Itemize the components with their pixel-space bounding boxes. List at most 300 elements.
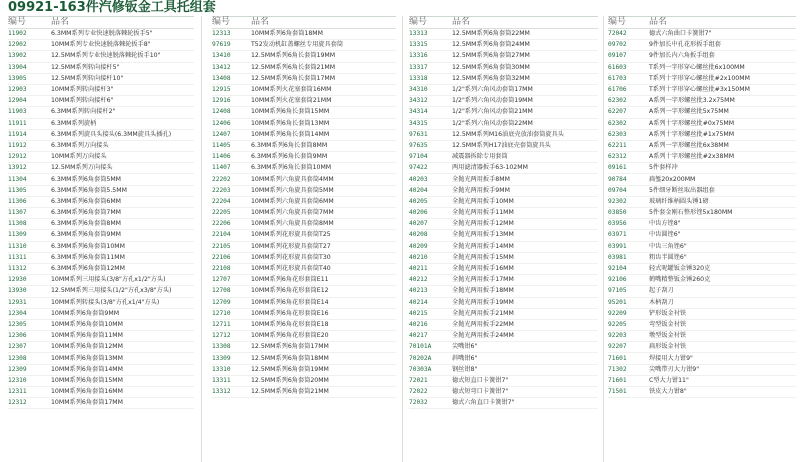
item-name: 12.5MM系列6角套筒27MM xyxy=(452,52,530,60)
table-row xyxy=(212,29,396,40)
item-name: 全抛光两用扳手24MM xyxy=(452,332,514,340)
table-row xyxy=(8,275,194,286)
table-row xyxy=(608,309,796,320)
item-code: 40207 xyxy=(409,220,428,228)
item-code: 71302 xyxy=(608,365,627,373)
item-code: 12931 xyxy=(8,298,27,306)
table-row xyxy=(409,365,598,376)
item-code: 40206 xyxy=(409,209,428,217)
item-code: 03981 xyxy=(608,253,627,261)
item-name: 10MM系列六角旋具套筒4MM xyxy=(251,175,334,183)
item-name: 12.5MM系列专业快速脱落棘轮扳手10" xyxy=(51,52,161,60)
item-code: 12930 xyxy=(8,276,27,284)
table-row xyxy=(608,51,796,62)
item-name: 轻式呢罐钣金锤320克 xyxy=(649,265,711,273)
item-code: 12304 xyxy=(8,309,27,317)
table-row xyxy=(409,264,598,275)
item-code: 70303A xyxy=(409,365,432,373)
item-name: 10MM系列专业快速脱落棘轮扳手8" xyxy=(51,41,151,49)
item-name: 尖嘴钳6" xyxy=(452,343,478,351)
page-title: 09921-163件汽修钣金工具托组套 xyxy=(8,0,216,15)
table-row xyxy=(608,365,796,376)
table-row xyxy=(212,353,396,364)
item-name: 10MM系列6角套筒13MM xyxy=(51,354,123,362)
item-code: 92203 xyxy=(608,332,627,340)
item-name: 10MM系列6角长套筒15MM xyxy=(251,108,330,116)
item-name: T系列十字形穿心螺丝批#3x150MM xyxy=(649,86,750,94)
item-code: 12311 xyxy=(8,388,27,396)
table-row xyxy=(608,230,796,241)
item-code: 13316 xyxy=(409,52,428,60)
item-name: 10MM系列6角花形套筒E12 xyxy=(251,287,329,295)
item-code: 12306 xyxy=(8,332,27,340)
table-row xyxy=(409,96,598,107)
table-row xyxy=(212,253,396,264)
item-code: 12310 xyxy=(8,376,27,384)
item-code: 34312 xyxy=(409,97,428,105)
item-code: 71501 xyxy=(608,388,627,396)
table-row xyxy=(608,96,796,107)
table-row xyxy=(212,376,396,387)
item-code: 12712 xyxy=(212,332,231,340)
table-row xyxy=(409,376,598,387)
item-code: 11407 xyxy=(212,164,231,172)
item-name: 德式六角曲口卡簧钳7" xyxy=(649,30,712,38)
item-code: 97631 xyxy=(409,130,428,138)
table-row xyxy=(608,242,796,253)
item-name: 全抛光两用扳手11MM xyxy=(452,209,514,217)
table-row xyxy=(608,85,796,96)
item-name: 12.5MM系列转向接杆5" xyxy=(51,63,120,71)
item-name: 全抛光两用扳手18MM xyxy=(452,287,514,295)
item-code: 92207 xyxy=(608,343,627,351)
item-name: 全抛光两用扳手10MM xyxy=(452,197,514,205)
table-row xyxy=(608,63,796,74)
item-code: 12707 xyxy=(212,276,231,284)
item-name: 10MM系列6角套筒11MM xyxy=(51,332,123,340)
item-code: 13313 xyxy=(409,30,428,38)
item-name: 扁形钣金衬铁 xyxy=(649,343,687,351)
table-row xyxy=(8,342,194,353)
item-name: 1/2"系列六角风动套筒22MM xyxy=(452,119,533,127)
item-code: 13310 xyxy=(212,365,231,373)
item-name: 6.3MM系列6角套筒6MM xyxy=(51,197,122,205)
table-row xyxy=(608,320,796,331)
item-name: 10MM系列万向接头 xyxy=(51,153,107,161)
item-code: 22206 xyxy=(212,220,231,228)
item-name: 10MM系列转接头(3/8"方孔x1/4"方头) xyxy=(51,298,160,306)
item-name: 6.3MM系列6角长套筒10MM xyxy=(251,164,332,172)
item-name: 6.3MM系列6角套筒7MM xyxy=(51,209,122,217)
item-code: 40203 xyxy=(409,175,428,183)
item-name: 12.5MM系列万向接头 xyxy=(51,164,113,172)
item-code: 34315 xyxy=(409,119,428,127)
item-code: 62211 xyxy=(608,141,627,149)
table-row xyxy=(8,219,194,230)
table-row xyxy=(409,63,598,74)
item-code: 11304 xyxy=(8,175,27,183)
table-row xyxy=(409,286,598,297)
item-code: 61603 xyxy=(608,63,627,71)
table-row xyxy=(212,40,396,51)
table-row xyxy=(409,208,598,219)
item-code: 13412 xyxy=(212,63,231,71)
table-row xyxy=(8,40,194,51)
table-row xyxy=(608,264,796,275)
item-name: 10MM系列6角套筒18MM xyxy=(251,30,323,38)
item-name: 10MM系列6角套筒14MM xyxy=(51,365,123,373)
item-code: 22205 xyxy=(212,209,231,217)
item-code: 03850 xyxy=(608,209,627,217)
table-row xyxy=(409,85,598,96)
item-name: 5件细牙断丝取出器组套 xyxy=(649,186,715,194)
table-row xyxy=(409,29,598,40)
item-name: T系列一字形穿心螺丝批6x100MM xyxy=(649,63,745,71)
item-name: 6.3MM系列万向接头 xyxy=(51,141,109,149)
item-code: 72042 xyxy=(608,30,627,38)
item-code: 34310 xyxy=(409,86,428,94)
table-row xyxy=(212,342,396,353)
item-code: 40213 xyxy=(409,287,428,295)
table-row xyxy=(409,74,598,85)
item-code: 40217 xyxy=(409,332,428,340)
table-row xyxy=(608,331,796,342)
item-name: 6.3MM系列6角套筒5.5MM xyxy=(51,186,127,194)
table-row xyxy=(409,186,598,197)
table-row xyxy=(212,186,396,197)
item-name: 12.5MM系列6角套筒17MM xyxy=(251,343,329,351)
item-name: 12.5MM系列6角套筒22MM xyxy=(452,30,530,38)
item-code: 11912 xyxy=(8,141,27,149)
item-code: 12313 xyxy=(212,30,231,38)
item-name: 10MM系列花形旋具套筒T25 xyxy=(251,231,331,239)
item-name: A系列一字形螺丝批5x75MM xyxy=(649,108,729,116)
item-code: 34314 xyxy=(409,108,428,116)
table-row xyxy=(212,107,396,118)
table-row xyxy=(409,107,598,118)
item-name: 9件加长内六角扳手组套 xyxy=(649,52,715,60)
item-code: 11902 xyxy=(8,30,27,38)
item-code: 12408 xyxy=(212,108,231,116)
table-row xyxy=(212,286,396,297)
item-name: 12.5MM系列6角套筒18MM xyxy=(251,354,329,362)
table-row xyxy=(212,331,396,342)
item-code: 22106 xyxy=(212,253,231,261)
item-code: 13315 xyxy=(409,41,428,49)
item-name: 12.5MM系列M16油底壳放油套筒旋具头 xyxy=(452,130,564,138)
item-name: 10MM系列6角花形套筒E20 xyxy=(251,332,329,340)
table-row xyxy=(8,74,194,85)
table-row xyxy=(8,242,194,253)
item-name: 6.3MM系列6角套筒5MM xyxy=(51,175,122,183)
table-row xyxy=(409,141,598,152)
item-code: 11306 xyxy=(8,197,27,205)
item-name: 6.3MM系列旋具头接头(6.3MM旋具头插孔) xyxy=(51,130,172,138)
header-code: 编号 xyxy=(608,17,627,27)
item-code: 12708 xyxy=(212,287,231,295)
item-code: 97422 xyxy=(409,164,428,172)
item-name: 10MM系列转向接杆3" xyxy=(51,86,114,94)
item-code: 61706 xyxy=(608,86,627,94)
item-code: 97635 xyxy=(409,141,428,149)
item-code: 11307 xyxy=(8,209,27,217)
column-divider xyxy=(603,16,604,462)
item-code: 62302 xyxy=(608,119,627,127)
item-name: 5件套金刚石整形锉5x180MM xyxy=(649,209,733,217)
item-name: 9件加长中孔花形扳手组套 xyxy=(649,41,721,49)
item-name: 木柄刮刀 xyxy=(649,298,674,306)
item-name: 弯型钣金衬铁 xyxy=(649,320,687,328)
table-row xyxy=(409,197,598,208)
table-header xyxy=(409,17,598,29)
table-row xyxy=(212,298,396,309)
table-row xyxy=(608,275,796,286)
table-row xyxy=(212,275,396,286)
table-row xyxy=(8,186,194,197)
table-row xyxy=(212,230,396,241)
item-code: 09161 xyxy=(608,164,627,172)
table-row xyxy=(608,74,796,85)
item-name: 扁錾20x200MM xyxy=(649,175,696,183)
item-name: 德式短弯口卡簧钳7" xyxy=(452,388,509,396)
table-row xyxy=(8,174,194,185)
item-name: 钢丝钳8" xyxy=(452,365,478,373)
table-row xyxy=(409,51,598,62)
item-name: 6.3MM系列专业快速脱落棘轮扳手5" xyxy=(51,30,153,38)
item-code: 12305 xyxy=(8,320,27,328)
item-name: 10MM系列6角套筒10MM xyxy=(51,320,123,328)
table-row xyxy=(8,85,194,96)
item-code: 13308 xyxy=(212,343,231,351)
item-name: A系列一字形螺丝批3.2x75MM xyxy=(649,97,735,105)
item-name: 10MM系列6角长套筒14MM xyxy=(251,130,330,138)
table-row xyxy=(212,219,396,230)
item-code: 12307 xyxy=(8,343,27,351)
table-row xyxy=(608,353,796,364)
item-code: 92205 xyxy=(608,320,627,328)
table-row xyxy=(8,353,194,364)
item-code: 11311 xyxy=(8,253,27,261)
item-code: 12902 xyxy=(8,41,27,49)
item-code: 12709 xyxy=(212,298,231,306)
table-row xyxy=(212,96,396,107)
item-name: 焊接用大力钳9" xyxy=(649,354,693,362)
item-code: 13902 xyxy=(8,52,27,60)
table-row xyxy=(212,242,396,253)
item-name: A系列一字形螺丝批6x38MM xyxy=(649,141,729,149)
item-code: 03956 xyxy=(608,220,627,228)
table-row xyxy=(409,320,598,331)
item-name: 6.3MM系列6角套筒12MM xyxy=(51,265,125,273)
item-code: 62302 xyxy=(608,97,627,105)
item-name: 6.3MM系列6角套筒8MM xyxy=(51,220,122,228)
table-row xyxy=(8,152,194,163)
table-row xyxy=(608,286,796,297)
item-code: 12309 xyxy=(8,365,27,373)
table-row xyxy=(8,51,194,62)
table-row xyxy=(608,141,796,152)
table-row xyxy=(212,141,396,152)
item-name: 6.3MM系列6角套筒9MM xyxy=(51,231,122,239)
item-name: 12.5MM系列转向接杆10" xyxy=(51,74,124,82)
item-name: 中齿三角锉6" xyxy=(649,242,687,250)
item-code: 22104 xyxy=(212,231,231,239)
item-code: 62207 xyxy=(608,108,627,116)
table-col-2 xyxy=(212,16,396,398)
table-row xyxy=(608,376,796,387)
item-name: T52发动机缸盖螺丝专用旋具套筒 xyxy=(251,41,344,49)
item-name: 全抛光两用扳手21MM xyxy=(452,309,514,317)
item-code: 12711 xyxy=(212,320,231,328)
header-name: 品名 xyxy=(51,17,70,27)
item-code: 12308 xyxy=(8,354,27,362)
item-code: 92104 xyxy=(608,265,627,273)
item-name: 10MM系列6角长套筒13MM xyxy=(251,119,330,127)
item-code: 13317 xyxy=(409,63,428,71)
table-row xyxy=(409,119,598,130)
item-name: 10MM系列6角花形套筒E18 xyxy=(251,320,329,328)
item-code: 40208 xyxy=(409,231,428,239)
item-code: 12312 xyxy=(8,399,27,407)
item-code: 92302 xyxy=(608,197,627,205)
table-row xyxy=(212,387,396,398)
item-code: 11308 xyxy=(8,220,27,228)
item-code: 40211 xyxy=(409,265,428,273)
table-row xyxy=(8,130,194,141)
item-code: 40212 xyxy=(409,276,428,284)
table-row xyxy=(8,398,194,409)
item-code: 11914 xyxy=(8,130,27,138)
item-code: 40215 xyxy=(409,309,428,317)
item-code: 40216 xyxy=(409,320,428,328)
table-row xyxy=(8,331,194,342)
item-name: 6.3MM系列6角长套筒8MM xyxy=(251,141,328,149)
item-code: 90784 xyxy=(608,175,627,183)
item-name: 10MM系列六角旋具套筒7MM xyxy=(251,209,334,217)
table-header xyxy=(8,17,194,29)
item-code: 12903 xyxy=(8,86,27,94)
item-name: T系列十字形穿心螺丝批#2x100MM xyxy=(649,74,750,82)
table-col-4 xyxy=(608,16,796,398)
item-code: 13904 xyxy=(8,63,27,71)
item-name: 10MM系列六角旋具套筒5MM xyxy=(251,186,334,194)
table-row xyxy=(212,51,396,62)
item-name: 10MM系列6角花形套筒E14 xyxy=(251,298,329,306)
table-row xyxy=(608,107,796,118)
table-row xyxy=(409,331,598,342)
item-code: 62303 xyxy=(608,130,627,138)
item-code: 61703 xyxy=(608,74,627,82)
table-row xyxy=(8,230,194,241)
table-col-1 xyxy=(8,16,194,409)
item-name: 10MM系列6角套筒15MM xyxy=(51,376,123,384)
item-name: 铁皮大力钳8" xyxy=(649,388,687,396)
item-code: 40204 xyxy=(409,186,428,194)
table-row xyxy=(8,264,194,275)
item-code: 22204 xyxy=(212,197,231,205)
item-name: 10MM系列6角套筒17MM xyxy=(51,399,123,407)
item-name: 10MM系列6角套筒16MM xyxy=(51,388,123,396)
table-row xyxy=(608,174,796,185)
table-row xyxy=(608,253,796,264)
item-name: 10MM系列6角花形套筒E11 xyxy=(251,276,329,284)
table-row xyxy=(608,163,796,174)
table-row xyxy=(409,298,598,309)
header-name: 品名 xyxy=(251,17,270,27)
item-code: 13309 xyxy=(212,354,231,362)
table-row xyxy=(8,208,194,219)
table-row xyxy=(608,119,796,130)
item-code: 40214 xyxy=(409,298,428,306)
table-row xyxy=(608,152,796,163)
header-code: 编号 xyxy=(409,17,428,27)
table-row xyxy=(8,320,194,331)
item-code: 92106 xyxy=(608,276,627,284)
item-name: 全抛光两用扳手13MM xyxy=(452,231,514,239)
item-code: 95201 xyxy=(608,298,627,306)
item-name: 10MM系列三用接头(3/8"方孔x1/2"方头) xyxy=(51,276,166,284)
table-row xyxy=(8,286,194,297)
table-row xyxy=(212,63,396,74)
item-name: A系列十字形螺丝批#2x38MM xyxy=(649,153,735,161)
item-name: 粗齿半圆锉6" xyxy=(649,253,687,261)
table-row xyxy=(409,353,598,364)
item-code: 11903 xyxy=(8,108,27,116)
table-row xyxy=(212,320,396,331)
item-code: 13311 xyxy=(212,376,231,384)
table-row xyxy=(409,230,598,241)
table-row xyxy=(8,387,194,398)
table-row xyxy=(212,163,396,174)
item-name: 鹤嘴精整钣金锤260克 xyxy=(649,276,711,284)
table-row xyxy=(608,40,796,51)
item-name: 全抛光两用扳手22MM xyxy=(452,320,514,328)
table-row xyxy=(8,365,194,376)
item-name: 12.5MM系列6角套筒24MM xyxy=(452,41,530,49)
table-row xyxy=(8,197,194,208)
table-row xyxy=(8,253,194,264)
item-code: 11310 xyxy=(8,242,27,250)
item-name: C型大力钳11" xyxy=(649,376,689,384)
item-name: 玻璃纤维柄圆头锤1磅 xyxy=(649,197,709,205)
table-row xyxy=(212,197,396,208)
item-code: 13930 xyxy=(8,287,27,295)
table-row xyxy=(8,141,194,152)
item-name: 12.5MM系列三用接头(1/2"方孔x3/8"方头) xyxy=(51,287,172,295)
item-code: 12916 xyxy=(212,97,231,105)
item-code: 13912 xyxy=(8,164,27,172)
table-row xyxy=(608,197,796,208)
table-row xyxy=(212,208,396,219)
table-row xyxy=(212,74,396,85)
item-name: 12.5MM系列6角套筒32MM xyxy=(452,74,530,82)
item-code: 09704 xyxy=(608,186,627,194)
item-name: A系列十字形螺丝批#0x75MM xyxy=(649,119,735,127)
item-code: 22108 xyxy=(212,265,231,273)
item-name: 10MM系列火花塞套筒21MM xyxy=(251,97,332,105)
table-row xyxy=(212,264,396,275)
item-name: 6.3MM系列转向接杆2" xyxy=(51,108,116,116)
table-row xyxy=(8,163,194,174)
item-name: 10MM系列转向接杆6" xyxy=(51,97,114,105)
item-name: 1/2"系列六角风动套筒21MM xyxy=(452,108,533,116)
item-code: 97104 xyxy=(409,153,428,161)
column-divider xyxy=(402,16,403,462)
table-row xyxy=(212,130,396,141)
item-name: 6.3MM系列旋柄 xyxy=(51,119,97,127)
item-code: 12912 xyxy=(8,153,27,161)
table-row xyxy=(608,219,796,230)
